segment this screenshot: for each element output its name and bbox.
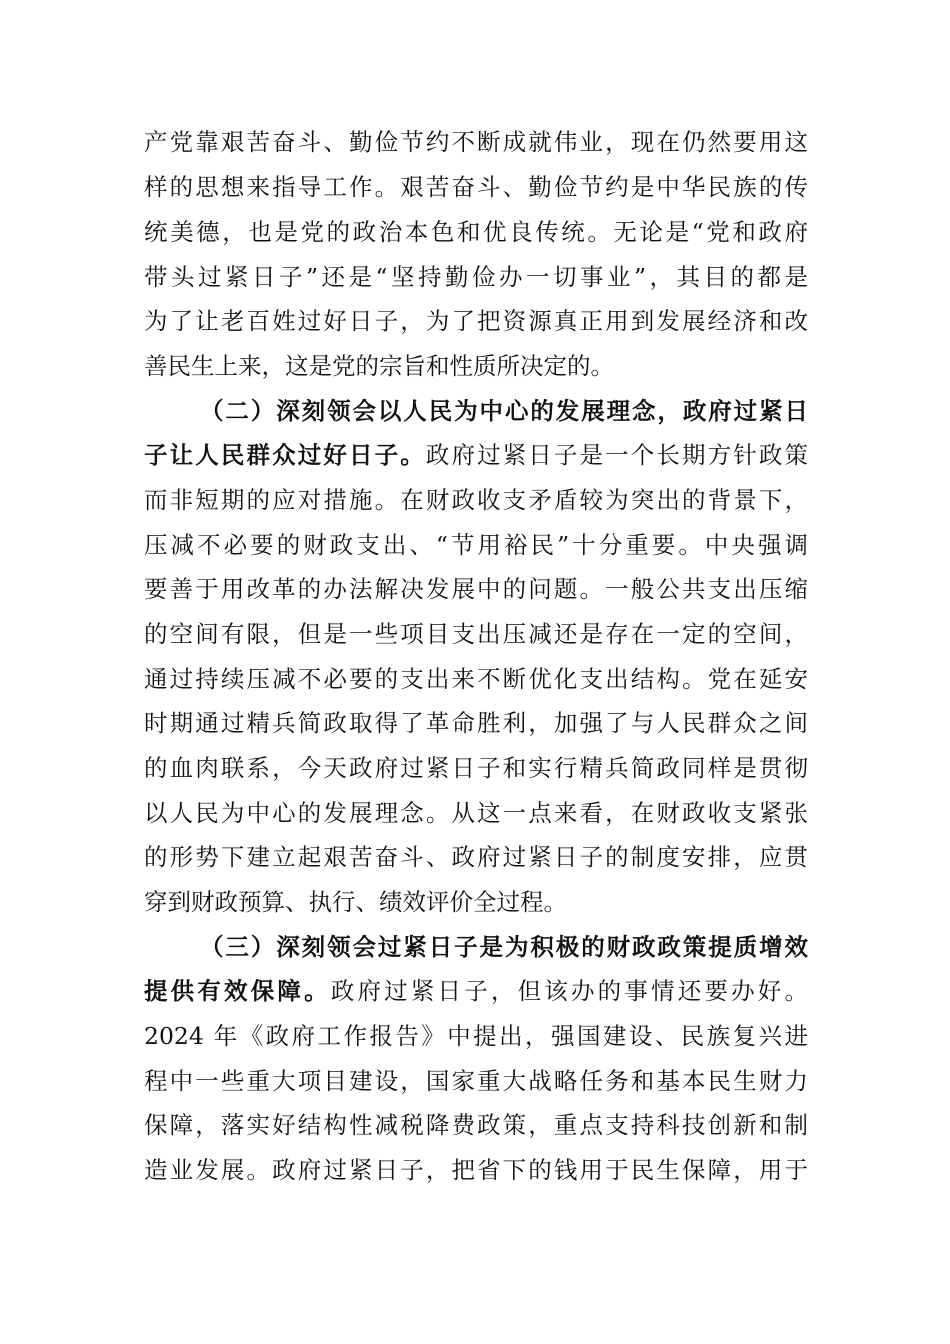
paragraph-line: 程中一些重大项目建设，国家重大战略任务和基本民生财力 <box>144 1067 808 1095</box>
paragraph-line: 保障，落实好结构性减税降费政策，重点支持科技创新和制 <box>144 1111 808 1139</box>
section-heading-2-end: 子让人民群众过好日子。 <box>144 441 426 469</box>
paragraph-text: 政府过紧日子，但该办的事情还要办好。 <box>330 977 808 1005</box>
paragraph-line: 善民生上来，这是党的宗旨和性质所决定的。 <box>144 352 614 380</box>
paragraph-line: 要善于用改革的办法解决发展中的问题。一般公共支出压缩 <box>144 575 808 603</box>
paragraph-line: 为了让老百姓过好日子，为了把资源真正用到发展经济和改 <box>144 307 808 335</box>
paragraph-line: 造业发展。政府过紧日子，把省下的钱用于民生保障，用于 <box>144 1156 808 1184</box>
paragraph-line: 样的思想来指导工作。艰苦奋斗、勤俭节约是中华民族的传 <box>144 173 808 201</box>
paragraph-line: 时期通过精兵简政取得了革命胜利，加强了与人民群众之间 <box>144 709 808 737</box>
paragraph-line: 产党靠艰苦奋斗、勤俭节约不断成就伟业，现在仍然要用这 <box>144 128 808 156</box>
paragraph-line: 穿到财政预算、执行、绩效评价全过程。 <box>144 888 567 916</box>
paragraph-line: 2024 年《政府工作报告》中提出，强国建设、民族复兴进 <box>144 1022 808 1050</box>
section-heading-3-end: 提供有效保障。 <box>144 977 331 1005</box>
mixed-line <box>144 976 808 1006</box>
paragraph-line: 压减不必要的财政支出、“节用裕民”十分重要。中央强调 <box>144 531 808 559</box>
paragraph-line: 统美德，也是党的政治本色和优良传统。无论是“党和政府 <box>144 218 808 246</box>
paragraph-line: 以人民为中心的发展理念。从这一点来看，在财政收支紧张 <box>144 799 808 827</box>
paragraph-line: 通过持续压减不必要的支出来不断优化支出结构。党在延安 <box>144 665 808 693</box>
paragraph-line: 的血肉联系，今天政府过紧日子和实行精兵简政同样是贯彻 <box>144 754 808 782</box>
mixed-line <box>144 440 808 470</box>
paragraph-line: 带头过紧日子”还是“坚持勤俭办一切事业”，其目的都是 <box>144 263 808 291</box>
paragraph-line: 的空间有限，但是一些项目支出压减还是存在一定的空间， <box>144 620 808 648</box>
paragraph-line: 而非短期的应对措施。在财政收支矛盾较为突出的背景下， <box>144 486 808 514</box>
section-heading-3: （三）深刻领会过紧日子是为积极的财政政策提质增效 <box>200 933 808 961</box>
paragraph-text: 政府过紧日子是一个长期方针政策 <box>425 441 809 469</box>
section-heading-2: （二）深刻领会以人民为中心的发展理念，政府过紧日 <box>200 397 808 425</box>
paragraph-line: 的形势下建立起艰苦奋斗、政府过紧日子的制度安排，应贯 <box>144 843 808 871</box>
